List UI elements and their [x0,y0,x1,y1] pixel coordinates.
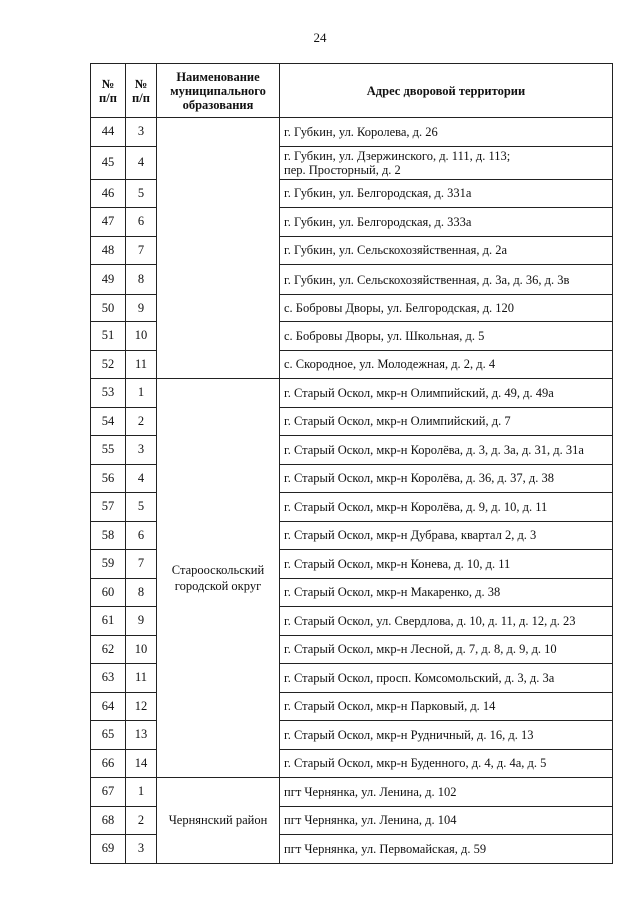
row-number: 67 [91,778,126,807]
row-number: 59 [91,550,126,579]
address-cell: с. Бобровы Дворы, ул. Школьная, д. 5 [280,322,613,351]
address-cell: с. Скородное, ул. Молодежная, д. 2, д. 4 [280,350,613,379]
address-cell: г. Старый Оскол, мкр-н Королёва, д. 3, д. 3а, д. 31, д. 31а [280,436,613,465]
address-cell: г. Старый Оскол, мкр-н Рудничный, д. 16, д. 13 [280,721,613,750]
header-address: Адрес дворовой территории [280,64,613,118]
row-sub-number: 10 [126,635,157,664]
row-sub-number: 9 [126,607,157,636]
municipality-cell: Старооскольский городской округ [157,379,280,778]
row-sub-number: 10 [126,322,157,351]
row-sub-number: 8 [126,578,157,607]
table-row [91,778,613,807]
table-row [91,379,613,408]
row-number: 50 [91,295,126,322]
row-sub-number: 4 [126,464,157,493]
address-cell: г. Губкин, ул. Белгородская, д. 331а [280,179,613,208]
header-municipality: Наименование муниципального образования [157,64,280,118]
row-sub-number: 7 [126,236,157,265]
table-body [91,118,613,864]
address-cell: г. Старый Оскол, мкр-н Лесной, д. 7, д. 8, д. 9, д. 10 [280,635,613,664]
address-cell: г. Старый Оскол, мкр-н Макаренко, д. 38 [280,578,613,607]
row-number: 48 [91,236,126,265]
address-cell: г. Губкин, ул. Белгородская, д. 333а [280,208,613,237]
row-number: 58 [91,521,126,550]
address-table [90,63,613,864]
row-number: 57 [91,493,126,522]
address-cell: г. Старый Оскол, мкр-н Олимпийский, д. 7 [280,407,613,436]
row-number: 54 [91,407,126,436]
row-sub-number: 3 [126,436,157,465]
row-number: 64 [91,692,126,721]
row-sub-number: 9 [126,295,157,322]
row-number: 68 [91,806,126,835]
row-sub-number: 1 [126,379,157,408]
row-sub-number: 4 [126,146,157,179]
municipality-cell [157,118,280,379]
row-number: 45 [91,146,126,179]
address-cell: г. Старый Оскол, мкр-н Дубрава, квартал 2, д. 3 [280,521,613,550]
row-number: 63 [91,664,126,693]
row-sub-number: 2 [126,407,157,436]
row-number: 51 [91,322,126,351]
address-cell: г. Старый Оскол, мкр-н Королёва, д. 36, д. 37, д. 38 [280,464,613,493]
row-number: 69 [91,835,126,864]
address-cell: г. Губкин, ул. Сельскохозяйственная, д. 3а, д. 36, д. 3в [280,265,613,295]
address-cell: г. Старый Оскол, мкр-н Парковый, д. 14 [280,692,613,721]
row-sub-number: 6 [126,208,157,237]
address-cell: пгт Чернянка, ул. Ленина, д. 102 [280,778,613,807]
address-cell: г. Старый Оскол, ул. Свердлова, д. 10, д. 11, д. 12, д. 23 [280,607,613,636]
row-number: 56 [91,464,126,493]
row-number: 46 [91,179,126,208]
header-number: № п/п [91,64,126,118]
row-sub-number: 5 [126,493,157,522]
address-cell: г. Губкин, ул. Сельскохозяйственная, д. 2а [280,236,613,265]
row-sub-number: 3 [126,835,157,864]
row-number: 60 [91,578,126,607]
address-cell: г. Губкин, ул. Дзержинского, д. 111, д. 113; пер. Просторный, д. 2 [280,146,613,179]
row-sub-number: 3 [126,118,157,147]
row-sub-number: 12 [126,692,157,721]
row-sub-number: 6 [126,521,157,550]
address-cell: г. Старый Оскол, мкр-н Буденного, д. 4, д. 4а, д. 5 [280,749,613,778]
row-number: 55 [91,436,126,465]
row-number: 52 [91,350,126,379]
address-cell: г. Старый Оскол, просп. Комсомольский, д. 3, д. 3а [280,664,613,693]
row-number: 66 [91,749,126,778]
row-sub-number: 1 [126,778,157,807]
row-number: 44 [91,118,126,147]
row-sub-number: 7 [126,550,157,579]
row-sub-number: 13 [126,721,157,750]
row-number: 62 [91,635,126,664]
municipality-cell: Чернянский район [157,778,280,864]
row-sub-number: 2 [126,806,157,835]
row-sub-number: 8 [126,265,157,295]
address-cell: пгт Чернянка, ул. Первомайская, д. 59 [280,835,613,864]
address-cell: г. Губкин, ул. Королева, д. 26 [280,118,613,147]
address-cell: пгт Чернянка, ул. Ленина, д. 104 [280,806,613,835]
row-sub-number: 5 [126,179,157,208]
row-sub-number: 11 [126,350,157,379]
row-number: 65 [91,721,126,750]
address-cell: с. Бобровы Дворы, ул. Белгородская, д. 120 [280,295,613,322]
row-number: 49 [91,265,126,295]
row-sub-number: 11 [126,664,157,693]
row-number: 53 [91,379,126,408]
header-sub-number: № п/п [126,64,157,118]
table-row [91,118,613,147]
row-number: 61 [91,607,126,636]
row-number: 47 [91,208,126,237]
page-number: 24 [313,30,327,45]
table-header [91,64,613,118]
address-cell: г. Старый Оскол, мкр-н Конева, д. 10, д. 11 [280,550,613,579]
address-cell: г. Старый Оскол, мкр-н Олимпийский, д. 49, д. 49а [280,379,613,408]
address-cell: г. Старый Оскол, мкр-н Королёва, д. 9, д. 10, д. 11 [280,493,613,522]
row-sub-number: 14 [126,749,157,778]
